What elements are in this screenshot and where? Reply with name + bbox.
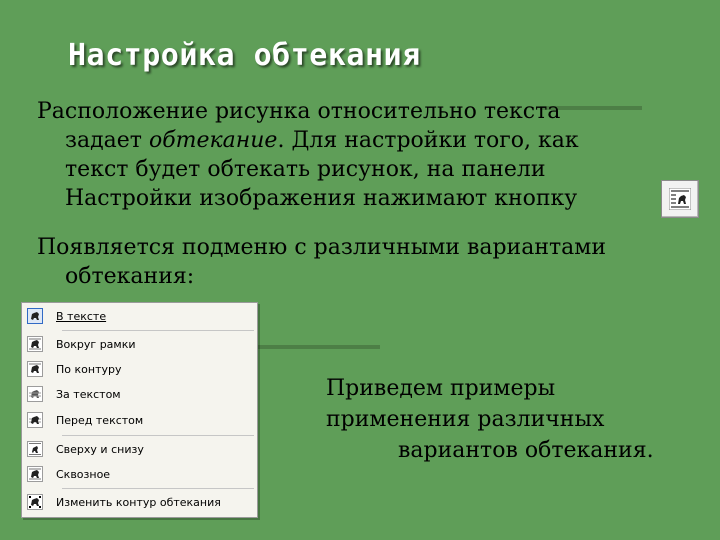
paragraph1-line2 bbox=[37, 126, 579, 155]
closing-line2: применения различных bbox=[326, 407, 605, 432]
menu-item-label: За текстом bbox=[56, 387, 121, 401]
paragraph1-line3: текст будет обтекать рисунок, на панели bbox=[65, 157, 546, 182]
paragraph-wrap-settings bbox=[37, 97, 579, 213]
wrap-in-front-icon bbox=[27, 412, 43, 428]
paragraph1-line2-start: задает bbox=[65, 128, 149, 153]
menu-item-label: Изменить контур обтекания bbox=[56, 495, 221, 509]
menu-item-label: В тексте bbox=[56, 309, 107, 323]
closing-text bbox=[326, 373, 654, 466]
menu-item-label: Сверху и снизу bbox=[56, 442, 144, 456]
wrap-through-icon bbox=[27, 466, 43, 482]
closing-line1: Приведем примеры bbox=[326, 376, 556, 401]
menu-item-label: Перед текстом bbox=[56, 413, 144, 427]
menu-item-in-front-of-text[interactable] bbox=[22, 409, 257, 431]
menu-item-behind-text[interactable] bbox=[22, 383, 257, 405]
paragraph1-line1: Расположение рисунка относительно текста bbox=[37, 99, 561, 124]
menu-item-label: Вокруг рамки bbox=[56, 337, 136, 351]
text-wrapping-button[interactable] bbox=[661, 180, 699, 218]
menu-item-inline[interactable] bbox=[22, 305, 257, 327]
menu-item-label: По контуру bbox=[56, 362, 122, 376]
wrap-inline-icon bbox=[27, 308, 43, 324]
paragraph-submenu-intro bbox=[37, 233, 606, 291]
wrap-top-bottom-icon bbox=[27, 441, 43, 457]
text-wrapping-icon bbox=[669, 188, 691, 210]
text-wrapping-submenu bbox=[21, 302, 258, 518]
accent-line-middle bbox=[258, 345, 380, 349]
wrap-tight-icon bbox=[27, 361, 43, 377]
menu-item-label: Сквозное bbox=[56, 467, 111, 481]
menu-separator bbox=[62, 488, 254, 489]
paragraph1-line2-end: . Для настройки того, как bbox=[277, 128, 579, 153]
term-wrapping: обтекание bbox=[148, 128, 278, 153]
wrap-square-icon bbox=[27, 336, 43, 352]
menu-separator bbox=[62, 330, 254, 331]
slide-title: Настройка обтекания bbox=[68, 38, 421, 73]
closing-line3: вариантов обтекания. bbox=[398, 438, 654, 463]
menu-item-square[interactable] bbox=[22, 333, 257, 355]
menu-item-edit-wrap-points[interactable] bbox=[22, 491, 257, 513]
menu-item-top-and-bottom[interactable] bbox=[22, 438, 257, 460]
paragraph2-line1: Появляется подменю с различными вариантами bbox=[37, 235, 607, 260]
edit-wrap-points-icon bbox=[27, 494, 43, 510]
menu-separator bbox=[62, 435, 254, 436]
paragraph2-line2: обтекания: bbox=[65, 264, 195, 289]
menu-item-tight[interactable] bbox=[22, 358, 257, 380]
wrap-behind-text-icon bbox=[27, 386, 43, 402]
menu-item-through[interactable] bbox=[22, 463, 257, 485]
paragraph1-line4: Настройки изображения нажимают кнопку bbox=[65, 186, 578, 211]
